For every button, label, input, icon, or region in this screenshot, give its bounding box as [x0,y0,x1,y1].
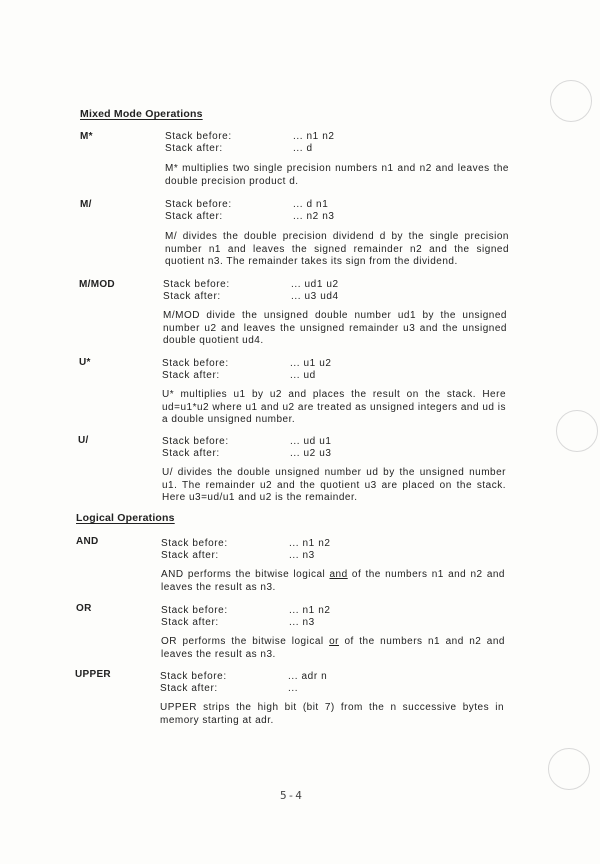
entry-term: M/ [80,199,92,210]
punch-hole-bottom [548,748,590,790]
section-heading-logical: Logical Operations [76,512,175,524]
entry-description [161,569,505,594]
entry-description: M/ divides the double precision dividend d by the single precision number n1 and leaves the signed remainder n2 and the signed quotient n3. The remainder takes its sign from the dividend. [165,231,509,268]
entry-description [161,636,505,661]
description-text-start: OR performs the bitwise logical [161,636,330,647]
stack-after-label: Stack after: [165,143,223,154]
entry-term: UPPER [75,669,111,680]
entry-description: M/MOD divide the unsigned double number ud1 by the unsigned number u2 and leaves the unsigned remainder u3 and the unsigned double quotient ud4. [163,310,507,347]
stack-before-label: Stack before: [165,199,232,210]
emphasized-keyword: or [329,636,339,647]
stack-after-value: ... u2 u3 [290,448,332,459]
entry-term: AND [76,536,99,547]
entry-term: M/MOD [79,279,115,290]
entry-term: M* [80,131,93,142]
stack-after-value: ... n3 [289,550,315,561]
description-text-end: of the numbers n1 and n2 and leaves the result as n3. [161,636,505,660]
entry-description: M* multiplies two single precision numbers n1 and n2 and leaves the double precision product d. [165,163,509,187]
stack-before-label: Stack before: [161,538,228,549]
entry-description: U* multiplies u1 by u2 and places the result on the stack. Here ud=u1*u2 where u1 and u2 are treated as unsigned integers and ud is a double unsigned number. [162,389,506,426]
stack-after-label: Stack after: [161,550,219,561]
stack-before-value: ... n1 n2 [293,131,335,142]
description-text-end: of the numbers n1 and n2 and leaves the result as n3. [161,569,505,593]
stack-after-label: Stack after: [161,617,219,628]
stack-before-label: Stack before: [163,279,230,290]
stack-after-value: ... n2 n3 [293,211,335,222]
punch-hole-top [550,80,592,122]
page-number: 5-4 [280,789,303,802]
stack-after-label: Stack after: [162,448,220,459]
stack-before-value: ... u1 u2 [290,358,332,369]
stack-after-label: Stack after: [165,211,223,222]
entry-term: U/ [78,435,89,446]
emphasized-keyword: and [329,569,348,580]
stack-before-value: ... adr n [288,671,328,682]
section-heading-mixed-mode: Mixed Mode Operations [80,108,203,120]
stack-before-label: Stack before: [161,605,228,616]
stack-before-value: ... d n1 [293,199,329,210]
entry-description: UPPER strips the high bit (bit 7) from the n successive bytes in memory starting at adr. [160,702,504,726]
stack-before-label: Stack before: [162,358,229,369]
entry-term: U* [79,357,91,368]
stack-before-value: ... n1 n2 [289,605,331,616]
stack-after-value: ... [288,683,299,694]
punch-hole-middle [556,410,598,452]
entry-description: U/ divides the double unsigned number ud by the unsigned number u1. The remainder u2 and the quotient u3 are placed on the stack. Here u3=ud/u1 and u2 is the remainder. [162,467,506,504]
entry-term: OR [76,603,92,614]
stack-before-value: ... n1 n2 [289,538,331,549]
description-text-start: AND performs the bitwise logical [161,569,330,580]
stack-before-label: Stack before: [165,131,232,142]
stack-after-value: ... d [293,143,313,154]
stack-after-value: ... u3 ud4 [291,291,339,302]
stack-after-label: Stack after: [163,291,221,302]
stack-after-label: Stack after: [160,683,218,694]
stack-before-label: Stack before: [160,671,227,682]
stack-before-value: ... ud u1 [290,436,332,447]
stack-before-label: Stack before: [162,436,229,447]
stack-after-label: Stack after: [162,370,220,381]
stack-before-value: ... ud1 u2 [291,279,339,290]
stack-after-value: ... ud [290,370,316,381]
stack-after-value: ... n3 [289,617,315,628]
